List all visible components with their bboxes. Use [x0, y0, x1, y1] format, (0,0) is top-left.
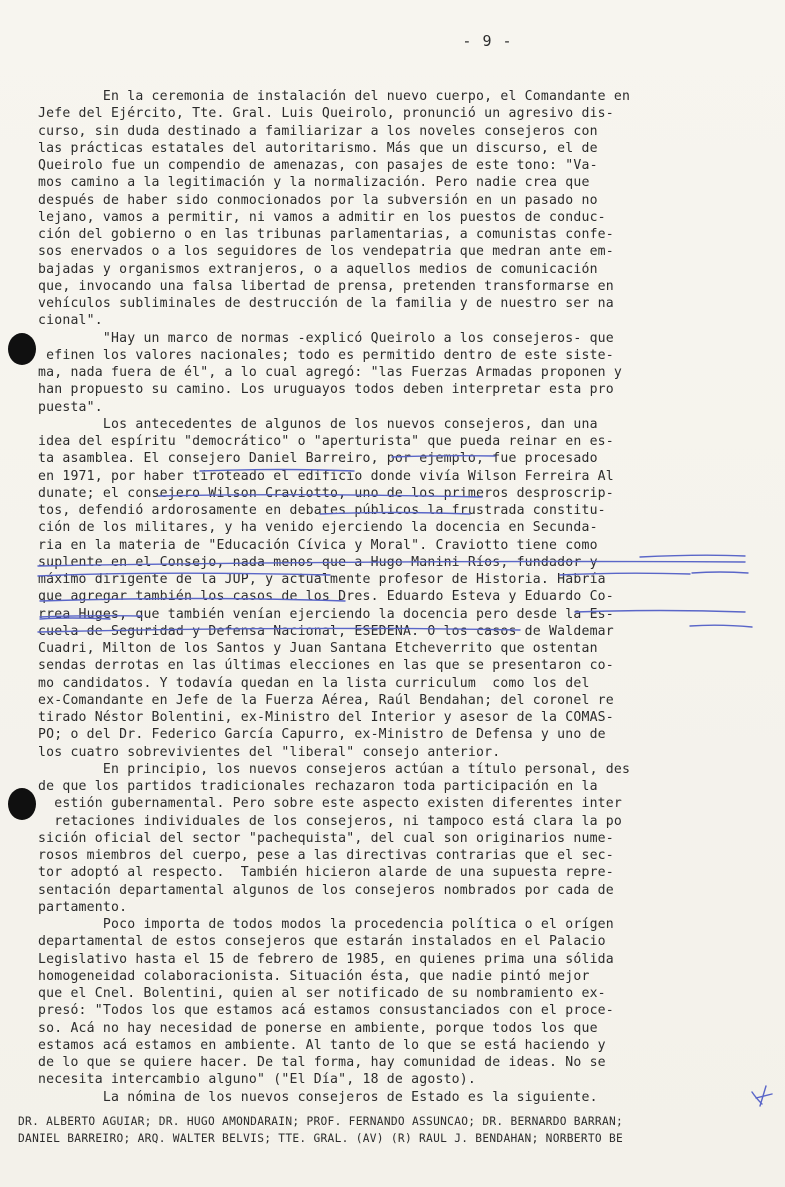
text-line: los cuatro sobrevivientes del "liberal" consejo anterior. [38, 744, 501, 760]
punch-hole-bottom [8, 788, 36, 820]
text-line: La nómina de los nuevos consejeros de Estado es la siguiente. [38, 1089, 598, 1105]
text-line: que, invocando una falsa libertad de prensa, pretenden transformarse en [38, 278, 614, 294]
text-line: cuela de Seguridad y Defensa Nacional, ESEDENA. O los casos de Waldemar [38, 623, 614, 639]
text-line: En principio, los nuevos consejeros actúan a título personal, des [38, 761, 631, 777]
text-line: PO; o del Dr. Federico García Capurro, ex-Ministro de Defensa y uno de [38, 727, 606, 743]
text-line: curso, sin duda destinado a familiarizar a los noveles consejeros con [38, 123, 598, 139]
text-line: de lo que se quiere hacer. De tal forma, hay comunidad de ideas. No se [38, 1055, 606, 1070]
text-line: Cuadri, Milton de los Santos y Juan Santana Etcheverrito que ostentan [38, 641, 598, 656]
typed-article-body [38, 88, 758, 1106]
text-line: suplente en el Consejo, nada menos que a Hugo Manini Ríos, fundador y [38, 554, 598, 570]
text-line: efinen los valores nacionales; todo es permitido dentro de este siste- [38, 347, 614, 363]
text-line: estamos acá estamos en ambiente. Al tanto de lo que se está haciendo y [38, 1037, 606, 1053]
text-line: ción de los militares, y ha venido ejerciendo la docencia en Secunda- [38, 520, 598, 536]
nominee-line: DANIEL BARREIRO; ARQ. WALTER BELVIS; TTE. GRAL. (AV) (R) RAUL J. BENDAHAN; NORBERTO BE [18, 1132, 624, 1146]
text-line: vehículos subliminales de destrucción de la familia y de nuestro ser na [38, 296, 614, 311]
text-line: dunate; el consejero Wilson Craviotto, uno de los primeros desproscrip- [38, 485, 614, 501]
text-line: lejano, vamos a permitir, ni vamos a admitir en los puestos de conduc- [38, 209, 606, 225]
text-line: Legislativo hasta el 15 de febrero de 1985, en quienes prima una sólida [38, 951, 614, 967]
text-line: Los antecedentes de algunos de los nuevos consejeros, dan una [38, 416, 598, 432]
text-line: las prácticas estatales del autoritarismo. Más que un discurso, el de [38, 140, 598, 156]
text-line: retaciones individuales de los consejeros, ni tampoco está clara la po [38, 813, 623, 829]
text-line: tor adoptó al respecto. También hicieron alarde de una supuesta repre- [38, 865, 614, 881]
text-line: homogeneidad colaboracionista. Situación ésta, que nadie pintó mejor [38, 968, 590, 984]
text-line: máximo dirigente de la JUP, y actualmente profesor de Historia. Habría [38, 572, 606, 587]
text-line: sendas derrotas en las últimas elecciones en las que se presentaron co- [38, 658, 614, 674]
text-line: sición oficial del sector "pachequista", del cual son originarios nume- [38, 830, 614, 846]
text-line: ción del gobierno o en las tribunas parlamentarias, a comunistas confe- [38, 227, 614, 242]
text-line: ma, nada fuera de él", a lo cual agregó: "las Fuerzas Armadas proponen y [38, 365, 623, 380]
text-line: han propuesto su camino. Los uruguayos todos deben interpretar esta pro [38, 382, 614, 398]
text-line: mos camino a la legitimación y la normalización. Pero nadie crea que [38, 175, 590, 191]
text-line: Poco importa de todos modos la procedencia política o el orígen [38, 917, 614, 932]
text-line: después de haber sido conmocionados por la subversión en un pasado no [38, 192, 598, 208]
text-line: ta asamblea. El consejero Daniel Barreiro, por ejemplo, fue procesado [38, 451, 598, 467]
text-line: En la ceremonia de instalación del nuevo cuerpo, el Comandante en [38, 89, 631, 104]
text-line: estión gubernamental. Pero sobre este aspecto existen diferentes inter [38, 796, 623, 812]
nominee-line: DR. ALBERTO AGUIAR; DR. HUGO AMONDARAIN; PROF. FERNANDO ASSUNCAO; DR. BERNARDO BARRAN; [18, 1115, 624, 1128]
text-line: idea del espíritu "democrático" o "aperturista" que pueda reinar en es- [38, 434, 614, 449]
text-line: tirado Néstor Bolentini, ex-Ministro del Interior y asesor de la COMAS- [38, 710, 614, 725]
nominee-list [18, 1113, 768, 1148]
text-line: mo candidatos. Y todavía quedan en la lista curriculum como los del [38, 675, 590, 691]
text-line: puesta". [38, 399, 103, 415]
text-line: so. Acá no hay necesidad de ponerse en ambiente, porque todos los que [38, 1020, 598, 1036]
text-line: que el Cnel. Bolentini, quien al ser notificado de su nombramiento ex- [38, 986, 606, 1001]
text-line: partamento. [38, 899, 128, 915]
text-line: rosos miembros del cuerpo, pese a las directivas contrarias que el sec- [38, 848, 614, 863]
text-line: rrea Huges, que también venían ejerciendo la docencia pero desde la Es- [38, 606, 614, 622]
text-line: sentación departamental algunos de los consejeros nombrados por cada de [38, 882, 614, 898]
text-line: que agregar también los casos de los Dres. Eduardo Esteva y Eduardo Co- [38, 589, 614, 605]
page-number: - 9 - [462, 32, 513, 50]
text-line: Queirolo fue un compendio de amenazas, con pasajes de este tono: "Va- [38, 158, 598, 173]
text-line: de que los partidos tradicionales rechazaron toda participación en la [38, 779, 598, 794]
text-line: en 1971, por haber tiroteado el edificio donde vivía Wilson Ferreira Al [38, 468, 614, 484]
text-line: ria en la materia de "Educación Cívica y Moral". Craviotto tiene como [38, 537, 598, 553]
text-line: ex-Comandante en Jefe de la Fuerza Aérea, Raúl Bendahan; del coronel re [38, 692, 614, 708]
text-line: bajadas y organismos extranjeros, o a aquellos medios de comunicación [38, 261, 598, 277]
text-line: departamental de estos consejeros que estarán instalados en el Palacio [38, 934, 606, 950]
text-line: Jefe del Ejército, Tte. Gral. Luis Queirolo, pronunció un agresivo dis- [38, 106, 614, 122]
text-line: "Hay un marco de normas -explicó Queirolo a los consejeros- que [38, 330, 614, 346]
text-line: presó: "Todos los que estamos acá estamos consustanciados con el proce- [38, 1003, 614, 1019]
text-line: tos, defendió ardorosamente en debates públicos la frustrada constitu- [38, 503, 606, 518]
text-line: necesita intercambio alguno" ("El Día", 18 de agosto). [38, 1072, 477, 1088]
punch-hole-top [8, 333, 36, 365]
text-line: cional". [38, 313, 103, 329]
text-line: sos enervados o a los seguidores de los vendepatria que medran ante em- [38, 244, 614, 260]
